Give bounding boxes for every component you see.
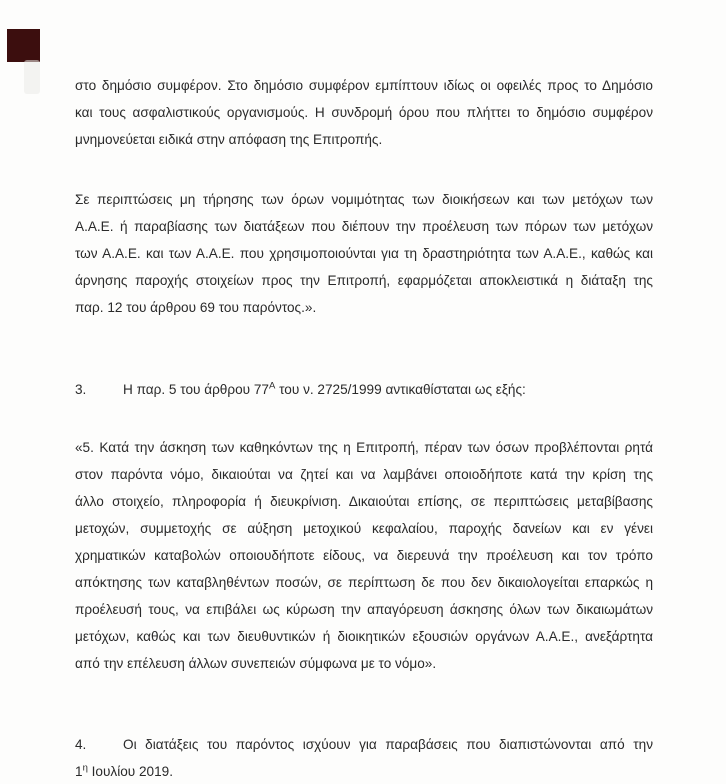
paragraph-public-interest	[75, 72, 653, 153]
item-text-part: Η παρ. 5 του άρθρου 77	[123, 382, 269, 397]
text-line: απόκτησης των καταβληθέντων ποσών, σε περίπτωση δε που δεν δικαιολογείται επαρκώς η	[75, 575, 653, 590]
date-rest: Ιουλίου 2019.	[87, 764, 174, 779]
text-line: μετόχων, καθώς και των διευθυντικών ή διοικητικών εξουσιών οργάνων Α.Α.Ε., ανεξάρτητα	[75, 629, 653, 644]
text-line: Α.Α.Ε. ή παραβίασης των διατάξεων που διέπουν την προέλευση των πόρων των μετόχων	[75, 219, 653, 234]
superscript: η	[82, 762, 88, 774]
paragraph-quoted-provision-5	[75, 434, 653, 677]
text-line: των Α.Α.Ε. και των Α.Α.Ε. που χρησιμοποιούνται για τη δραστηριότητα των Α.Α.Ε., καθώς και	[75, 246, 653, 261]
item-text	[123, 376, 653, 403]
text-line: προέλευσή τους, να επιβάλει ως κύρωση την απαγόρευση άσκησης όλων των δικαιωμάτων	[75, 602, 653, 617]
scan-artifact-square	[7, 29, 40, 62]
item-text-part: του ν. 2725/1999 αντικαθίσταται ως εξής:	[275, 382, 526, 397]
text-line: και τους ασφαλιστικούς οργανισμούς. Η συνδρομή όρου που πλήττει το δημόσιο συμφέρον	[75, 105, 653, 120]
text-line: από την επέλευση άλλων συνεπειών σύμφωνα με το νόμο».	[75, 656, 437, 671]
list-item-3	[75, 376, 653, 403]
document-text-block	[75, 72, 653, 784]
text-line: στο δημόσιο συμφέρον. Στο δημόσιο συμφέρον εμπίπτουν ιδίως οι οφειλές προς το Δημόσιο	[75, 78, 653, 93]
text-line-date	[75, 758, 653, 784]
item-number: 4.	[75, 737, 87, 752]
list-item-4	[75, 731, 653, 758]
scan-smudge	[24, 60, 40, 94]
text-line: παρ. 12 του άρθρου 69 του παρόντος.».	[75, 300, 317, 315]
text-line: στον παρόντα νόμο, δικαιούται να ζητεί και να λαμβάνει οποιοδήποτε κατά την κρίση της	[75, 467, 653, 482]
date-number: 1	[75, 764, 83, 779]
item-text: Οι διατάξεις του παρόντος ισχύουν για παραβάσεις που διαπιστώνονται από την	[123, 737, 653, 752]
paragraph-compliance-cases	[75, 186, 653, 321]
text-line: μνημονεύεται ειδικά στην απόφαση της Επιτροπής.	[75, 132, 383, 147]
text-line: Σε περιπτώσεις μη τήρησης των όρων νομιμότητας των διοικήσεων και των μετόχων των	[75, 192, 653, 207]
item-number: 3.	[75, 382, 87, 397]
text-line: άλλο στοιχείο, πληροφορία ή διευκρίνιση. Δικαιούται επίσης, σε περιπτώσεις μεταβίβασης	[75, 494, 653, 509]
superscript: Α	[269, 380, 276, 392]
text-line: άρνησης παροχής στοιχείων προς την Επιτροπή, εφαρμόζεται αποκλειστικά η διάταξη της	[75, 273, 653, 288]
text-line: χρηματικών καταβολών οποιουδήποτε είδους, να διερευνά την προέλευση και τον τρόπο	[75, 548, 653, 563]
text-line: μετοχών, συμμετοχής σε αύξηση μετοχικού κεφαλαίου, παροχής δανείων και εν γένει	[75, 521, 653, 536]
text-line: «5. Κατά την άσκηση των καθηκόντων της η Επιτροπή, πέραν των όσων προβλέπονται ρητά	[75, 440, 653, 455]
